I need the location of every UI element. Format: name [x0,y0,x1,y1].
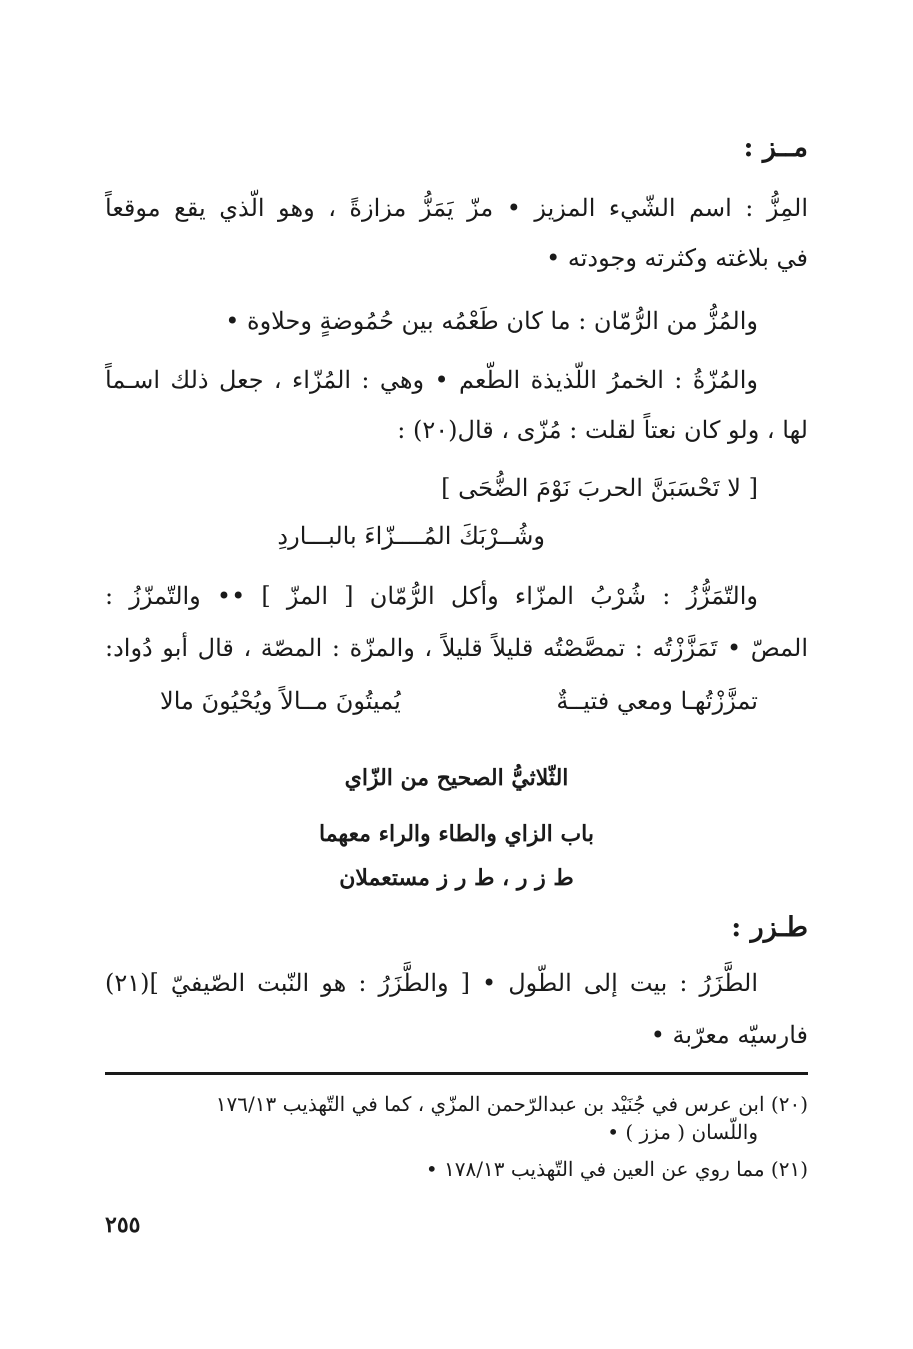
footnote-20-line-2: واللّسان ( مزز ) • [607,1120,758,1144]
paragraph-2: والمُزُّ من الرُّمّان : ما كان طَعْمُه بين حُمُوضةٍ وحلاوة • [225,307,758,335]
entry-tazr-line-1: الطَّزَرُ : بيت إلى الطّول • [ والطَّزَرُ : هو النّبت الصّيفيّ ](٢١) [105,969,758,997]
footnote-21: (٢١) مما روي عن العين في التّهذيب ١٧٨/١٣ • [425,1157,808,1181]
entry-tazr-line-2: فارسيّه معرّبة • [650,1021,808,1049]
section-title: الثّلاثيُّ الصحيح من الزّاي [344,765,569,791]
roots-line: ط ز ر ، ط ر ز مستعملان [339,865,574,891]
paragraph-4-line-2: المصّ • تَمَزَّزْتُه : تمصَّصْتُه قليلاً قليلاً ، والمزّة : المصّة ، قال أبو دُواد: [105,634,808,662]
paragraph-3-line-2: لها ، ولو كان نعتاً لقلت : مُزّى ، قال(٢٠) : [397,416,808,444]
footnote-20-line-1: (٢٠) ابن عرس في جُنَيْد بن عبدالرّحمن المزّي ، كما في التّهذيب ١٧٦/١٣ [215,1092,808,1116]
verse-1-line-1: [ لا تَحْسَبَنَّ الحربَ نَوْمَ الضُّحَى ] [441,474,758,502]
paragraph-4-line-1: والتّمَزُّزُ : شُرْبُ المزّاء وأكل الرُّمّان [ المزّ ] •• والتّمزّزُ : [105,582,758,610]
verse-2-hemistich-2: يُميتُونَ مــالاً ويُحْيُونَ مالا [160,687,401,715]
paragraph-1-line-2: في بلاغته وكثرته وجودته • [546,244,808,272]
entry-heading-tazr: طـزر : [731,912,808,943]
paragraph-1-line-1: المِزُّ : اسم الشّيء المزيز • مزّ يَمَزُّ مزازةً ، وهو الّذي يقع موقعاً [105,194,808,222]
verse-1-line-2: وشُــرْبَكَ المُــــزّاءَ بالبـــاردِ [277,522,545,550]
page-number: ٢٥٥ [105,1212,141,1238]
paragraph-3-line-1: والمُزّةُ : الخمرُ اللّذيذة الطّعم • وهي : المُزّاء ، جعل ذلك اسـماً [105,366,758,394]
entry-heading-mazz: مــز : [743,132,808,163]
footnote-separator [105,1072,808,1075]
verse-2-hemistich-1: تمزَّزْتُهـا ومعي فتيــةٌ [556,687,758,715]
chapter-title: باب الزاي والطاء والراء معهما [319,821,594,847]
